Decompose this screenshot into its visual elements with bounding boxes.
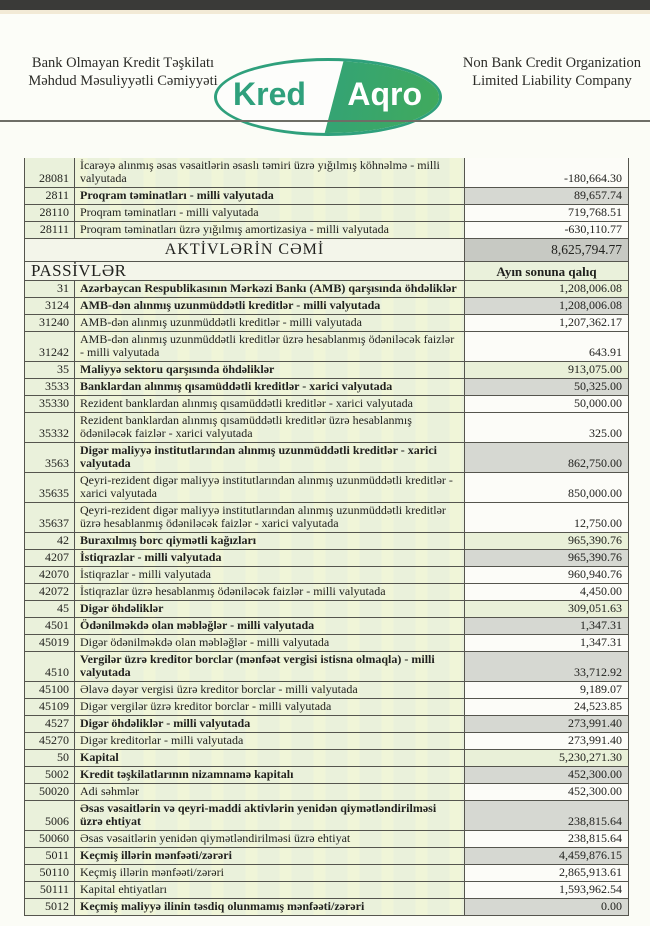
account-name: Keçmiş illərin mənfəəti/zərəri — [75, 865, 465, 882]
account-code: 4510 — [25, 652, 75, 682]
account-name: Proqram təminatları üzrə yığılmış amortizasiya - milli valyutada — [75, 222, 465, 239]
scanner-edge-bar — [0, 0, 650, 10]
account-value: 238,815.64 — [465, 801, 629, 831]
table-row — [25, 533, 629, 550]
account-value: 960,940.76 — [465, 567, 629, 584]
passives-section-label: PASSİVLƏR — [25, 262, 465, 281]
account-name: Qeyri-rezident digər maliyyə institutlarından alınmış uzunmüddətli kreditlər üzrə hesablanmış ödəniləcək faizlər - xarici valyutada — [75, 503, 465, 533]
account-value: -630,110.77 — [465, 222, 629, 239]
org-name-english — [458, 54, 646, 90]
account-value: 1,208,006.08 — [465, 281, 629, 298]
account-code: 35332 — [25, 413, 75, 443]
account-code: 50111 — [25, 882, 75, 899]
table-row — [25, 601, 629, 618]
logo-text-kred: Kred — [233, 76, 306, 112]
table-row — [25, 567, 629, 584]
kredaqro-logo — [214, 58, 442, 136]
account-name: Əsas vəsaitlərin və qeyri-maddi aktivlərin yenidən qiymətləndirilməsi üzrə ehtiyat — [75, 801, 465, 831]
account-value: 862,750.00 — [465, 443, 629, 473]
account-code: 42 — [25, 533, 75, 550]
account-name: İstiqrazlar - milli valyutada — [75, 550, 465, 567]
passives-rows — [25, 281, 629, 916]
account-code: 28081 — [25, 158, 75, 188]
account-name: Kapital ehtiyatları — [75, 882, 465, 899]
table-row — [25, 652, 629, 682]
account-name: Rezident banklardan alınmış qısamüddətli kreditlər - xarici valyutada — [75, 396, 465, 413]
account-code: 5002 — [25, 767, 75, 784]
table-row — [25, 733, 629, 750]
account-value: 4,450.00 — [465, 584, 629, 601]
table-row — [25, 281, 629, 298]
account-name: İstiqrazlar - milli valyutada — [75, 567, 465, 584]
table-row — [25, 332, 629, 362]
account-value: 50,325.00 — [465, 379, 629, 396]
account-code: 4501 — [25, 618, 75, 635]
account-name: AMB-dən alınmış uzunmüddətli kreditlər üzrə hesablanmış ödəniləcək faizlər - milli valyutada — [75, 332, 465, 362]
account-code: 35637 — [25, 503, 75, 533]
account-code: 31 — [25, 281, 75, 298]
account-value: 1,208,006.08 — [465, 298, 629, 315]
account-code: 3124 — [25, 298, 75, 315]
table-row — [25, 158, 629, 188]
table-row — [25, 801, 629, 831]
account-value: 24,523.85 — [465, 699, 629, 716]
account-name: Proqram təminatları - milli valyutada — [75, 205, 465, 222]
table-row — [25, 503, 629, 533]
account-code: 35330 — [25, 396, 75, 413]
table-row — [25, 473, 629, 503]
assets-rows — [25, 158, 629, 239]
table-row — [25, 699, 629, 716]
account-code: 5011 — [25, 848, 75, 865]
account-value: 1,593,962.54 — [465, 882, 629, 899]
account-name: Keçmiş maliyyə ilinin təsdiq olunmamış mənfəəti/zərəri — [75, 899, 465, 916]
org-az-line1: Bank Olmayan Kredit Təşkilatı — [31, 55, 215, 71]
account-name: Buraxılmış borc qiymətli kağızları — [75, 533, 465, 550]
account-code: 28110 — [25, 205, 75, 222]
table-row — [25, 188, 629, 205]
account-name: Proqram təminatları - milli valyutada — [75, 188, 465, 205]
account-code: 4207 — [25, 550, 75, 567]
account-name: Keçmiş illərin mənfəəti/zərəri — [75, 848, 465, 865]
org-en-line2: Limited Liability Company — [472, 73, 632, 89]
account-code: 35635 — [25, 473, 75, 503]
table-row — [25, 379, 629, 396]
account-value: 50,000.00 — [465, 396, 629, 413]
account-value: 965,390.76 — [465, 533, 629, 550]
account-name: Digər vergilər üzrə kreditor borclar - milli valyutada — [75, 699, 465, 716]
account-code: 45270 — [25, 733, 75, 750]
account-code: 50060 — [25, 831, 75, 848]
summary-rows — [25, 239, 629, 281]
value-column-header: Ayın sonuna qalıq — [465, 262, 629, 281]
account-code: 45109 — [25, 699, 75, 716]
account-name: Digər maliyyə institutlarından alınmış uzunmüddətli kreditlər - xarici valyutada — [75, 443, 465, 473]
account-value: 452,300.00 — [465, 784, 629, 801]
account-name: Digər öhdəliklər — [75, 601, 465, 618]
account-value: 89,657.74 — [465, 188, 629, 205]
account-name: Digər ödənilməkdə olan məbləğlər - milli valyutada — [75, 635, 465, 652]
account-value: 9,189.07 — [465, 682, 629, 699]
org-name-azerbaijani — [8, 54, 238, 90]
table-row — [25, 584, 629, 601]
table-row — [25, 298, 629, 315]
org-az-line2: Məhdud Məsuliyyətli Cəmiyyəti — [28, 73, 218, 89]
account-code: 2811 — [25, 188, 75, 205]
assets-total-value: 8,625,794.77 — [465, 239, 629, 262]
account-value: 0.00 — [465, 899, 629, 916]
account-code: 45019 — [25, 635, 75, 652]
account-name: Kredit təşkilatlarının nizamnamə kapitalı — [75, 767, 465, 784]
account-code: 31242 — [25, 332, 75, 362]
account-name: Digər kreditorlar - milli valyutada — [75, 733, 465, 750]
account-name: İcarəyə alınmış əsas vəsaitlərin əsaslı təmiri üzrə yığılmış köhnəlmə - milli valyutada — [75, 158, 465, 188]
assets-total-row — [25, 239, 629, 262]
account-code: 4527 — [25, 716, 75, 733]
account-name: Banklardan alınmış qısamüddətli kreditlər - xarici valyutada — [75, 379, 465, 396]
account-code: 35 — [25, 362, 75, 379]
table-row — [25, 443, 629, 473]
account-name: Kapital — [75, 750, 465, 767]
assets-total-label: AKTİVLƏRİN CƏMİ — [25, 239, 465, 262]
account-name: Digər öhdəliklər - milli valyutada — [75, 716, 465, 733]
table-row — [25, 784, 629, 801]
table-row — [25, 635, 629, 652]
account-value: -180,664.30 — [465, 158, 629, 188]
table-row — [25, 882, 629, 899]
table-row — [25, 362, 629, 379]
account-code: 3563 — [25, 443, 75, 473]
account-name: Vergilər üzrə kreditor borclar (mənfəət vergisi istisna olmaqla) - milli valyutada — [75, 652, 465, 682]
account-code: 45 — [25, 601, 75, 618]
table-row — [25, 222, 629, 239]
org-en-line1: Non Bank Credit Organization — [462, 55, 642, 71]
account-name: AMB-dən alınmış uzunmüddətli kreditlər - milli valyutada — [75, 298, 465, 315]
account-value: 1,207,362.17 — [465, 315, 629, 332]
account-name: Maliyyə sektoru qarşısında öhdəliklər — [75, 362, 465, 379]
account-name: Əlavə dəyər vergisi üzrə kreditor borclar - milli valyutada — [75, 682, 465, 699]
account-code: 50 — [25, 750, 75, 767]
account-code: 5006 — [25, 801, 75, 831]
account-value: 2,865,913.61 — [465, 865, 629, 882]
table-row — [25, 396, 629, 413]
account-value: 4,459,876.15 — [465, 848, 629, 865]
table-row — [25, 205, 629, 222]
account-value: 452,300.00 — [465, 767, 629, 784]
logo-text-aqro: Aqro — [347, 76, 422, 112]
account-name: Ödənilməkdə olan məbləğlər - milli valyutada — [75, 618, 465, 635]
table-row — [25, 550, 629, 567]
account-value: 12,750.00 — [465, 503, 629, 533]
table-row — [25, 865, 629, 882]
table-row — [25, 848, 629, 865]
account-code: 3533 — [25, 379, 75, 396]
table-row — [25, 831, 629, 848]
account-value: 325.00 — [465, 413, 629, 443]
table-row — [25, 618, 629, 635]
account-value: 273,991.40 — [465, 733, 629, 750]
account-value: 965,390.76 — [465, 550, 629, 567]
account-value: 1,347.31 — [465, 618, 629, 635]
header-divider — [0, 120, 650, 122]
account-value: 238,815.64 — [465, 831, 629, 848]
account-code: 42070 — [25, 567, 75, 584]
passives-section-row — [25, 262, 629, 281]
account-name: AMB-dən alınmış uzunmüddətli kreditlər - milli valyutada — [75, 315, 465, 332]
table-row — [25, 413, 629, 443]
account-name: Azərbaycan Respublikasının Mərkəzi Bankı (AMB) qarşısında öhdəliklər — [75, 281, 465, 298]
account-value: 309,051.63 — [465, 601, 629, 618]
account-value: 719,768.51 — [465, 205, 629, 222]
account-value: 273,991.40 — [465, 716, 629, 733]
balance-sheet-table — [24, 158, 629, 916]
account-name: Adi səhmlər — [75, 784, 465, 801]
account-value: 913,075.00 — [465, 362, 629, 379]
table-row — [25, 899, 629, 916]
account-code: 50110 — [25, 865, 75, 882]
account-code: 50020 — [25, 784, 75, 801]
table-row — [25, 750, 629, 767]
account-code: 42072 — [25, 584, 75, 601]
letterhead — [0, 14, 650, 120]
account-value: 33,712.92 — [465, 652, 629, 682]
account-name: Qeyri-rezident digər maliyyə institutlarından alınmış uzunmüddətli kreditlər - xarici valyutada — [75, 473, 465, 503]
account-name: İstiqrazlar üzrə hesablanmış ödəniləcək faizlər - milli valyutada — [75, 584, 465, 601]
account-code: 45100 — [25, 682, 75, 699]
table-row — [25, 682, 629, 699]
account-value: 643.91 — [465, 332, 629, 362]
account-value: 1,347.31 — [465, 635, 629, 652]
account-name: Əsas vəsaitlərin yenidən qiymətləndirilməsi üzrə ehtiyat — [75, 831, 465, 848]
account-code: 31240 — [25, 315, 75, 332]
account-name: Rezident banklardan alınmış qısamüddətli kreditlər üzrə hesablanmış ödəniləcək faizlər - xarici valyutada — [75, 413, 465, 443]
account-value: 5,230,271.30 — [465, 750, 629, 767]
account-code: 28111 — [25, 222, 75, 239]
table-row — [25, 716, 629, 733]
account-code: 5012 — [25, 899, 75, 916]
table-row — [25, 315, 629, 332]
account-value: 850,000.00 — [465, 473, 629, 503]
table-row — [25, 767, 629, 784]
